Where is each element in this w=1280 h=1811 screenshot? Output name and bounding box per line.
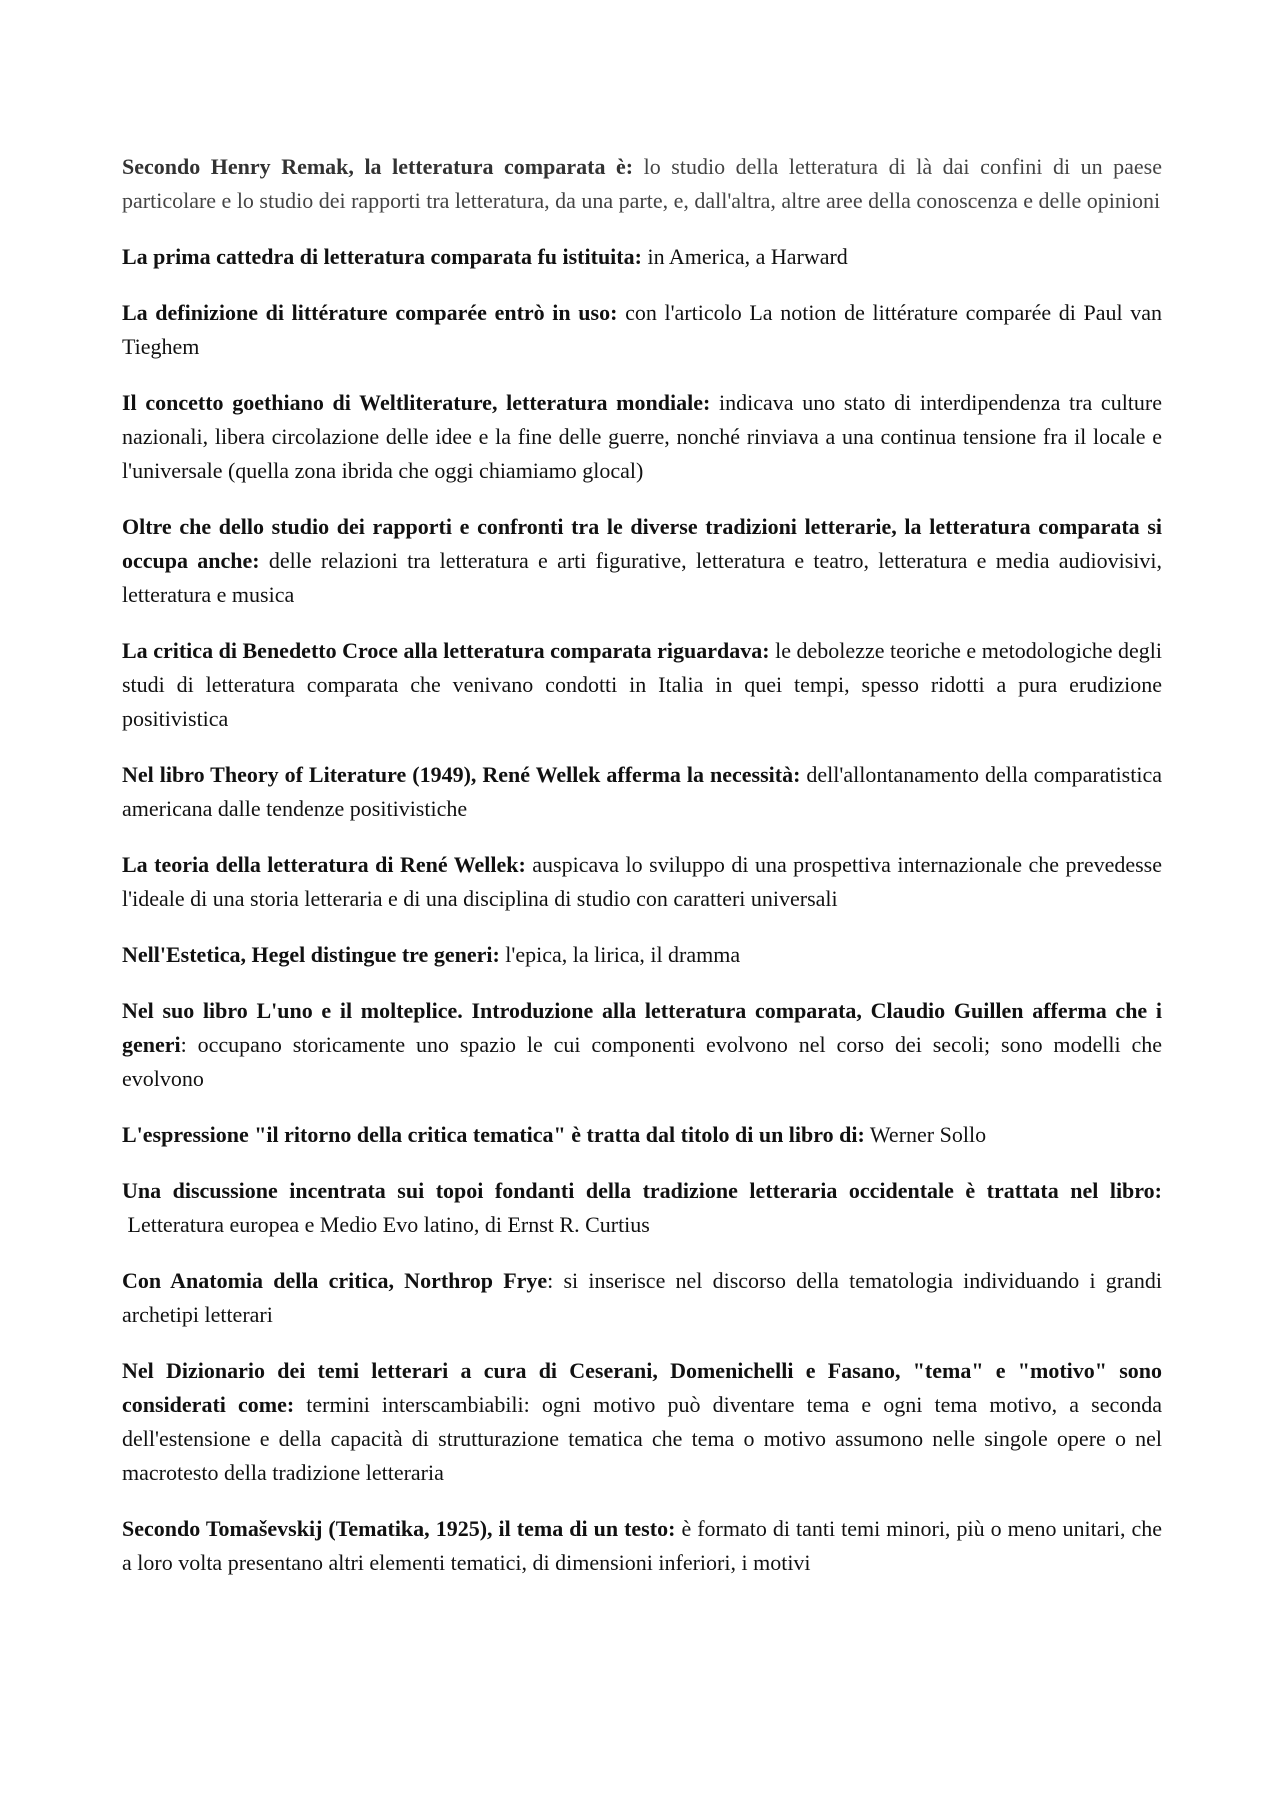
paragraph-guillen — [122, 994, 1162, 1096]
question-text: Nel Dizionario dei temi letterari a cura di Ceserani, Domenichelli e Fasano, "tema" e "motivo" sono considerati come: — [122, 1358, 1162, 1417]
answer-text: lo studio della letteratura di là dai confini di un paese particolare e lo studio dei rapporti tra letteratura, da una parte, e, dall'altra, altre aree della conoscenza e delle opinioni — [122, 154, 1162, 213]
paragraph-hegel — [122, 938, 1162, 972]
answer-text: Letteratura europea e Medio Evo latino, di Ernst R. Curtius — [127, 1212, 650, 1237]
paragraph-remak — [122, 150, 1162, 218]
question-text: Nell'Estetica, Hegel distingue tre generi: — [122, 942, 500, 967]
paragraph-tomasevskij — [122, 1512, 1162, 1580]
answer-text: in America, a Harward — [647, 244, 848, 269]
paragraph-topoi — [122, 1174, 1162, 1242]
question-text: La teoria della letteratura di René Wellek: — [122, 852, 526, 877]
answer-text: delle relazioni tra letteratura e arti figurative, letteratura e teatro, letteratura e media audiovisivi, letteratura e musica — [122, 548, 1163, 607]
answer-text: Werner Sollo — [869, 1122, 987, 1147]
question-text: La prima cattedra di letteratura comparata fu istituita: — [122, 244, 642, 269]
question-text: Nel libro Theory of Literature (1949), René Wellek afferma la necessità: — [122, 762, 801, 787]
question-text: Oltre che dello studio dei rapporti e confronti tra le diverse tradizioni letterarie, la letteratura comparata si occupa anche: — [122, 514, 1162, 573]
question-text: Una discussione incentrata sui topoi fondanti della tradizione letteraria occidentale è trattata nel libro: — [122, 1178, 1162, 1203]
paragraph-frye — [122, 1264, 1162, 1332]
answer-text: indicava uno stato di interdipendenza tra culture nazionali, libera circolazione delle idee e la fine delle guerre, nonché rinviava a una continua tensione fra il locale e l'universale (quella zona ibrida che oggi chiamiamo glocal) — [122, 390, 1163, 483]
question-text: Secondo Tomaševskij (Tematika, 1925), il tema di un testo: — [122, 1516, 676, 1541]
answer-text: auspicava lo sviluppo di una prospettiva internazionale che prevedesse l'ideale di una storia letteraria e di una disciplina di studio con caratteri universali — [122, 852, 1162, 911]
question-text: Con Anatomia della critica, Northrop Frye — [122, 1268, 548, 1293]
answer-text: termini interscambiabili: ogni motivo può diventare tema e ogni tema motivo, a seconda dell'estensione e della capacità di strutturazione tematica che tema o motivo assumono nelle singole opere o nel macrotesto della tradizione letteraria — [122, 1392, 1163, 1485]
answer-text: : occupano storicamente uno spazio le cui componenti evolvono nel corso dei secoli; sono modelli che evolvono — [122, 1032, 1162, 1091]
answer-text: le debolezze teoriche e metodologiche degli studi di letteratura comparata che venivano condotti in Italia in quei tempi, spesso ridotti a pura erudizione positivistica — [122, 638, 1163, 731]
paragraph-teoria-wellek — [122, 848, 1162, 916]
question-text: Nel suo libro L'uno e il molteplice. Introduzione alla letteratura comparata, Claudio Guillen afferma che i generi — [122, 998, 1162, 1057]
answer-text: l'epica, la lirica, il dramma — [505, 942, 741, 967]
paragraph-croce — [122, 634, 1162, 736]
paragraph-weltliterature — [122, 386, 1162, 488]
question-text: La critica di Benedetto Croce alla letteratura comparata riguardava: — [122, 638, 770, 663]
paragraph-critica-tematica — [122, 1118, 1162, 1152]
paragraph-oltre-che — [122, 510, 1162, 612]
question-text: Secondo Henry Remak, la letteratura comparata è: — [122, 154, 634, 179]
document-page — [122, 150, 1162, 1602]
answer-text: con l'articolo La notion de littérature comparée di Paul van Tieghem — [122, 300, 1162, 359]
question-text: La definizione di littérature comparée entrò in uso: — [122, 300, 618, 325]
paragraph-prima-cattedra — [122, 240, 1162, 274]
paragraph-theory-of-literature — [122, 758, 1162, 826]
answer-text: è formato di tanti temi minori, più o meno unitari, che a loro volta presentano altri elementi tematici, di dimensioni inferiori, i motivi — [122, 1516, 1162, 1575]
question-text: Il concetto goethiano di Weltliterature, letteratura mondiale: — [122, 390, 711, 415]
answer-text: : si inserisce nel discorso della tematologia individuando i grandi archetipi letterari — [122, 1268, 1162, 1327]
paragraph-dizionario — [122, 1354, 1162, 1490]
paragraph-litterature-comparee — [122, 296, 1162, 364]
question-text: L'espressione "il ritorno della critica tematica" è tratta dal titolo di un libro di: — [122, 1122, 865, 1147]
answer-text: dell'allontanamento della comparatistica americana dalle tendenze positivistiche — [122, 762, 1163, 821]
